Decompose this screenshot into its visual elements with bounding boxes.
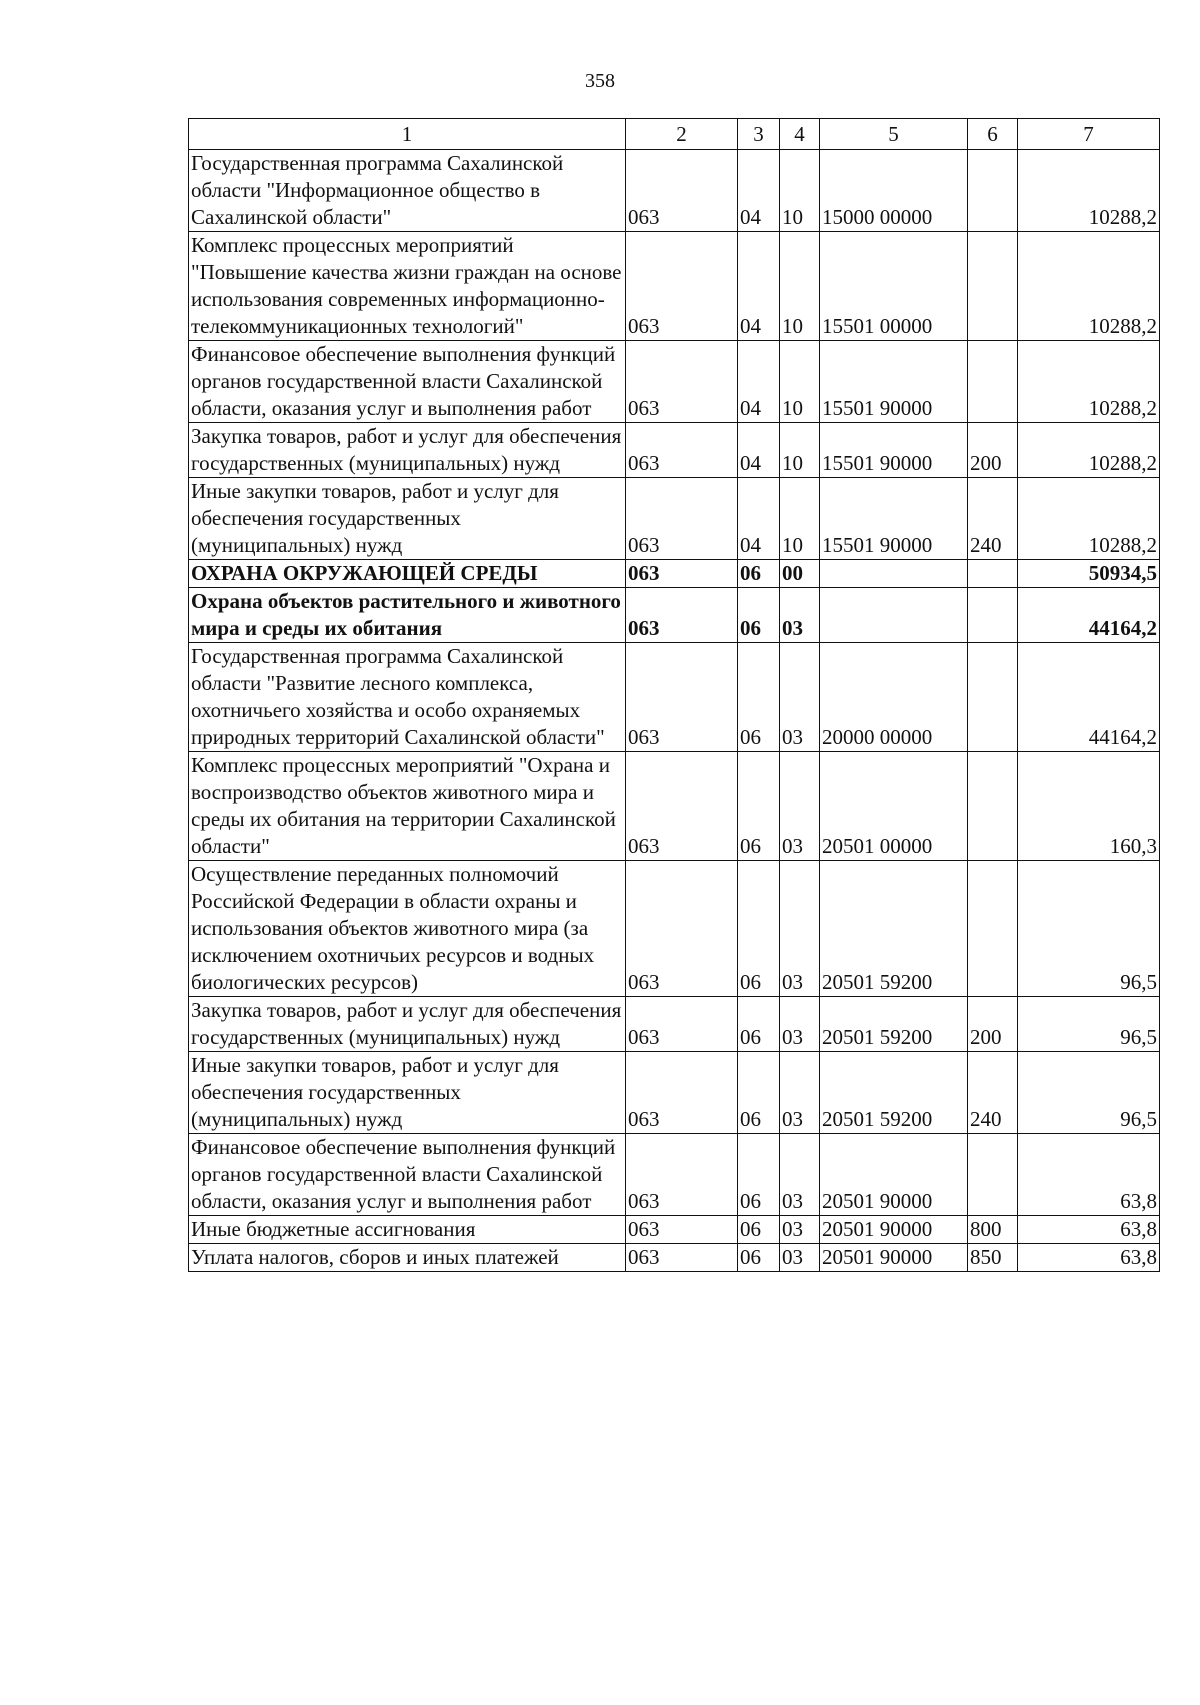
table-row [189, 1052, 1160, 1134]
table-row [189, 588, 1160, 643]
ministry-code: 063 [626, 423, 738, 478]
item-name: Финансовое обеспечение выполнения функций органов государственной власти Сахалинской области, оказания услуг и выполнения работ [189, 1134, 626, 1216]
expense-type-code [968, 1134, 1018, 1216]
amount: 160,3 [1018, 752, 1160, 861]
item-name: Закупка товаров, работ и услуг для обеспечения государственных (муниципальных) нужд [189, 997, 626, 1052]
target-article-code: 15501 90000 [820, 478, 968, 560]
section-code: 06 [738, 752, 780, 861]
subsection-code: 03 [780, 752, 820, 861]
table-row [189, 1216, 1160, 1244]
table-row [189, 423, 1160, 478]
section-code: 06 [738, 560, 780, 588]
item-name: Комплекс процессных мероприятий "Повышение качества жизни граждан на основе использования современных информационно-телекоммуникационных технологий" [189, 232, 626, 341]
target-article-code: 20501 90000 [820, 1244, 968, 1272]
ministry-code: 063 [626, 1216, 738, 1244]
table-row [189, 341, 1160, 423]
item-name: Иные закупки товаров, работ и услуг для обеспечения государственных (муниципальных) нужд [189, 478, 626, 560]
ministry-code: 063 [626, 588, 738, 643]
target-article-code: 20501 90000 [820, 1216, 968, 1244]
amount: 10288,2 [1018, 423, 1160, 478]
expense-type-code [968, 232, 1018, 341]
section-code: 04 [738, 341, 780, 423]
subsection-code: 03 [780, 1134, 820, 1216]
table-row [189, 861, 1160, 997]
section-code: 04 [738, 232, 780, 341]
table-row [189, 752, 1160, 861]
subsection-code: 10 [780, 423, 820, 478]
subsection-code: 10 [780, 478, 820, 560]
item-name: Охрана объектов растительного и животного мира и среды их обитания [189, 588, 626, 643]
budget-table [188, 118, 1160, 1272]
target-article-code [820, 560, 968, 588]
ministry-code: 063 [626, 341, 738, 423]
section-code: 06 [738, 588, 780, 643]
item-name: Комплекс процессных мероприятий "Охрана и воспроизводство объектов животного мира и среды их обитания на территории Сахалинской области" [189, 752, 626, 861]
amount: 44164,2 [1018, 588, 1160, 643]
target-article-code: 20501 90000 [820, 1134, 968, 1216]
amount: 50934,5 [1018, 560, 1160, 588]
subsection-code: 03 [780, 861, 820, 997]
section-code: 06 [738, 643, 780, 752]
expense-type-code [968, 150, 1018, 232]
ministry-code: 063 [626, 560, 738, 588]
expense-type-code: 200 [968, 997, 1018, 1052]
target-article-code: 20501 59200 [820, 1052, 968, 1134]
amount: 96,5 [1018, 997, 1160, 1052]
subsection-code: 00 [780, 560, 820, 588]
target-article-code: 15501 00000 [820, 232, 968, 341]
amount: 63,8 [1018, 1244, 1160, 1272]
amount: 96,5 [1018, 1052, 1160, 1134]
expense-type-code [968, 861, 1018, 997]
target-article-code: 20501 59200 [820, 997, 968, 1052]
expense-type-code [968, 752, 1018, 861]
amount: 63,8 [1018, 1134, 1160, 1216]
ministry-code: 063 [626, 752, 738, 861]
expense-type-code: 240 [968, 1052, 1018, 1134]
expense-type-code [968, 643, 1018, 752]
subsection-code: 03 [780, 997, 820, 1052]
item-name: Иные закупки товаров, работ и услуг для обеспечения государственных (муниципальных) нужд [189, 1052, 626, 1134]
section-code: 06 [738, 1052, 780, 1134]
ministry-code: 063 [626, 1052, 738, 1134]
column-header: 4 [780, 119, 820, 150]
subsection-code: 03 [780, 1052, 820, 1134]
target-article-code: 20501 59200 [820, 861, 968, 997]
expense-type-code [968, 560, 1018, 588]
table-row [189, 232, 1160, 341]
table-row [189, 1244, 1160, 1272]
table-row [189, 150, 1160, 232]
item-name: ОХРАНА ОКРУЖАЮЩЕЙ СРЕДЫ [189, 560, 626, 588]
ministry-code: 063 [626, 478, 738, 560]
section-code: 04 [738, 150, 780, 232]
column-header: 1 [189, 119, 626, 150]
ministry-code: 063 [626, 997, 738, 1052]
expense-type-code [968, 588, 1018, 643]
expense-type-code: 800 [968, 1216, 1018, 1244]
amount: 10288,2 [1018, 341, 1160, 423]
target-article-code [820, 588, 968, 643]
subsection-code: 10 [780, 341, 820, 423]
ministry-code: 063 [626, 1134, 738, 1216]
column-header: 2 [626, 119, 738, 150]
section-code: 06 [738, 1134, 780, 1216]
ministry-code: 063 [626, 643, 738, 752]
table-row [189, 643, 1160, 752]
subsection-code: 03 [780, 643, 820, 752]
column-header: 7 [1018, 119, 1160, 150]
amount: 10288,2 [1018, 232, 1160, 341]
expense-type-code: 200 [968, 423, 1018, 478]
ministry-code: 063 [626, 861, 738, 997]
ministry-code: 063 [626, 1244, 738, 1272]
page-number: 358 [585, 70, 615, 92]
subsection-code: 03 [780, 588, 820, 643]
section-code: 06 [738, 861, 780, 997]
item-name: Государственная программа Сахалинской области "Развитие лесного комплекса, охотничьего хозяйства и особо охраняемых природных территорий Сахалинской области" [189, 643, 626, 752]
header-row [189, 119, 1160, 150]
item-name: Финансовое обеспечение выполнения функций органов государственной власти Сахалинской области, оказания услуг и выполнения работ [189, 341, 626, 423]
ministry-code: 063 [626, 150, 738, 232]
table-row [189, 560, 1160, 588]
subsection-code: 10 [780, 232, 820, 341]
expense-type-code [968, 341, 1018, 423]
column-header: 5 [820, 119, 968, 150]
item-name: Закупка товаров, работ и услуг для обеспечения государственных (муниципальных) нужд [189, 423, 626, 478]
section-code: 06 [738, 1216, 780, 1244]
table-row [189, 478, 1160, 560]
item-name: Осуществление переданных полномочий Российской Федерации в области охраны и использования объектов животного мира (за исключением охотничьих ресурсов и водных биологических ресурсов) [189, 861, 626, 997]
item-name: Государственная программа Сахалинской области "Информационное общество в Сахалинской области" [189, 150, 626, 232]
subsection-code: 10 [780, 150, 820, 232]
amount: 96,5 [1018, 861, 1160, 997]
amount: 44164,2 [1018, 643, 1160, 752]
table-body [189, 150, 1160, 1272]
ministry-code: 063 [626, 232, 738, 341]
amount: 10288,2 [1018, 150, 1160, 232]
amount: 10288,2 [1018, 478, 1160, 560]
column-header: 3 [738, 119, 780, 150]
section-code: 06 [738, 997, 780, 1052]
subsection-code: 03 [780, 1216, 820, 1244]
expense-type-code: 850 [968, 1244, 1018, 1272]
item-name: Уплата налогов, сборов и иных платежей [189, 1244, 626, 1272]
table-row [189, 1134, 1160, 1216]
amount: 63,8 [1018, 1216, 1160, 1244]
target-article-code: 15501 90000 [820, 341, 968, 423]
target-article-code: 15000 00000 [820, 150, 968, 232]
subsection-code: 03 [780, 1244, 820, 1272]
target-article-code: 20501 00000 [820, 752, 968, 861]
table-row [189, 997, 1160, 1052]
target-article-code: 20000 00000 [820, 643, 968, 752]
target-article-code: 15501 90000 [820, 423, 968, 478]
expense-type-code: 240 [968, 478, 1018, 560]
item-name: Иные бюджетные ассигнования [189, 1216, 626, 1244]
column-header: 6 [968, 119, 1018, 150]
section-code: 04 [738, 423, 780, 478]
section-code: 04 [738, 478, 780, 560]
section-code: 06 [738, 1244, 780, 1272]
